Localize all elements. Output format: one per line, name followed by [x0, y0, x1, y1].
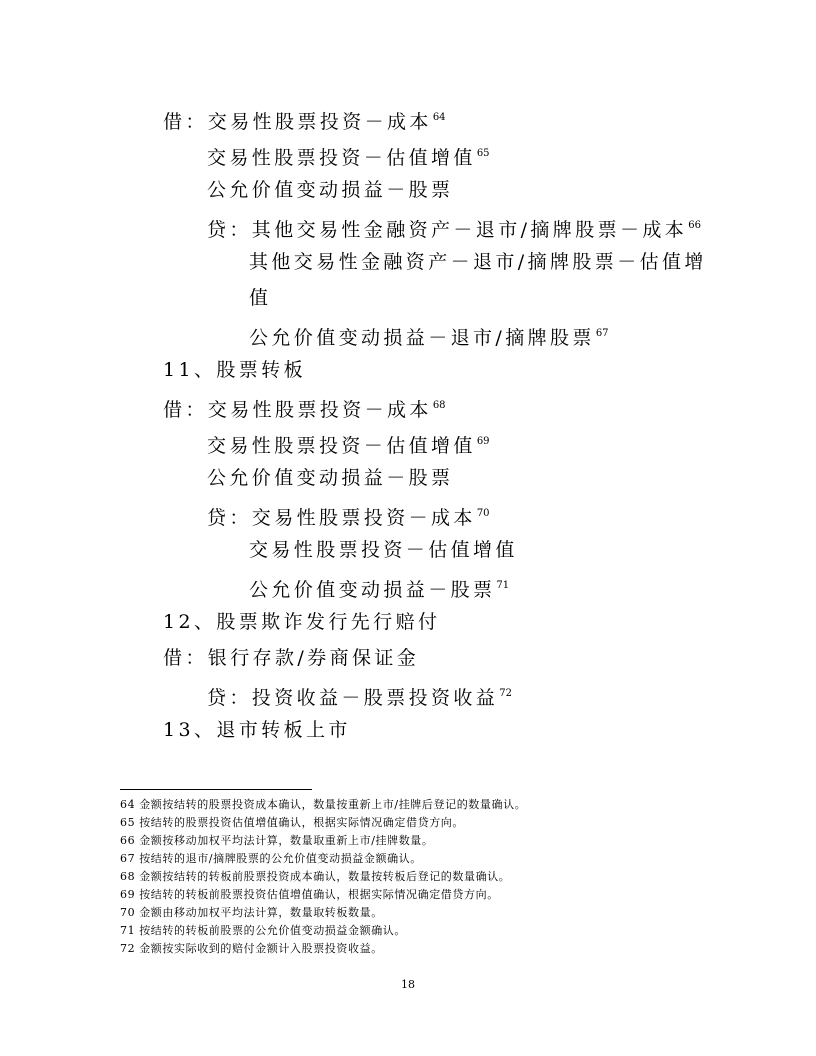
entry-credit-line: 贷：投资收益－股票投资收益$^{72}$ — [207, 687, 512, 709]
entry-line: 公允价值变动损益－股票 — [207, 179, 454, 201]
footnote-ref[interactable]: 67 — [595, 328, 609, 339]
footnote-67: 67 按结转的退市/摘牌股票的公允价值变动损益金额确认。 — [120, 852, 422, 865]
entry-debit-line: 借：交易性股票投资－成本$^{64}$ — [163, 111, 446, 133]
entry-line: 交易性股票投资－估值增值$^{65}$ — [207, 147, 490, 169]
footnote-68: 68 金额按结转的转板前股票投资成本确认，数量按转板后登记的数量确认。 — [120, 870, 511, 883]
footnote-ref[interactable]: 70 — [476, 508, 490, 519]
footnote-65: 65 按结转的股票投资估值增值确认，根据实际情况确定借贷方向。 — [120, 816, 465, 829]
footnote-64: 64 金额按结转的股票投资成本确认，数量按重新上市/挂牌后登记的数量确认。 — [120, 798, 527, 811]
footnote-separator — [120, 789, 312, 790]
entry-line: 公允价值变动损益－股票$^{71}$ — [249, 579, 510, 601]
footnote-71: 71 按结转的转板前股票的公允价值变动损益金额确认。 — [120, 924, 407, 937]
section-heading: 13、退市转板上市 — [163, 719, 351, 741]
entry-debit-line: 借：交易性股票投资－成本$^{68}$ — [163, 399, 446, 421]
footnote-ref[interactable]: 72 — [499, 688, 512, 699]
entry-line: 交易性股票投资－估值增值$^{69}$ — [207, 435, 490, 457]
entry-line-continued: 值 — [249, 287, 272, 309]
entry-line: 其他交易性金融资产－退市/摘牌股票－估值增 — [249, 251, 707, 273]
entry-line: 公允价值变动损益－退市/摘牌股票$^{67}$ — [249, 327, 609, 349]
footnote-ref[interactable]: 69 — [476, 436, 490, 447]
footnote-ref[interactable]: 71 — [496, 580, 510, 591]
footnote-72: 72 金额按实际收到的赔付金额计入股票投资收益。 — [120, 942, 383, 955]
footnote-70: 70 金额由移动加权平均法计算，数量取转板数量。 — [120, 906, 383, 919]
entry-debit-line: 借：银行存款/券商保证金 — [163, 647, 420, 669]
entry-credit-line: 贷：交易性股票投资－成本$^{70}$ — [207, 507, 490, 529]
section-heading: 12、股票欺诈发行先行赔付 — [163, 611, 441, 633]
entry-line: 交易性股票投资－估值增值 — [249, 539, 518, 561]
footnote-ref[interactable]: 66 — [688, 220, 701, 231]
footnote-ref[interactable]: 65 — [476, 148, 490, 159]
footnote-ref[interactable]: 68 — [432, 400, 446, 411]
footnote-66: 66 金额按移动加权平均法计算，数量取重新上市/挂牌数量。 — [120, 834, 434, 847]
entry-line: 公允价值变动损益－股票 — [207, 467, 454, 489]
page-number: 18 — [401, 978, 415, 991]
section-heading: 11、股票转板 — [163, 359, 306, 381]
footnote-69: 69 按结转的转板前股票投资估值增值确认，根据实际情况确定借贷方向。 — [120, 888, 499, 901]
footnote-ref[interactable]: 64 — [432, 112, 446, 123]
entry-credit-line: 贷：其他交易性金融资产－退市/摘牌股票－成本$^{66}$ — [207, 219, 701, 241]
